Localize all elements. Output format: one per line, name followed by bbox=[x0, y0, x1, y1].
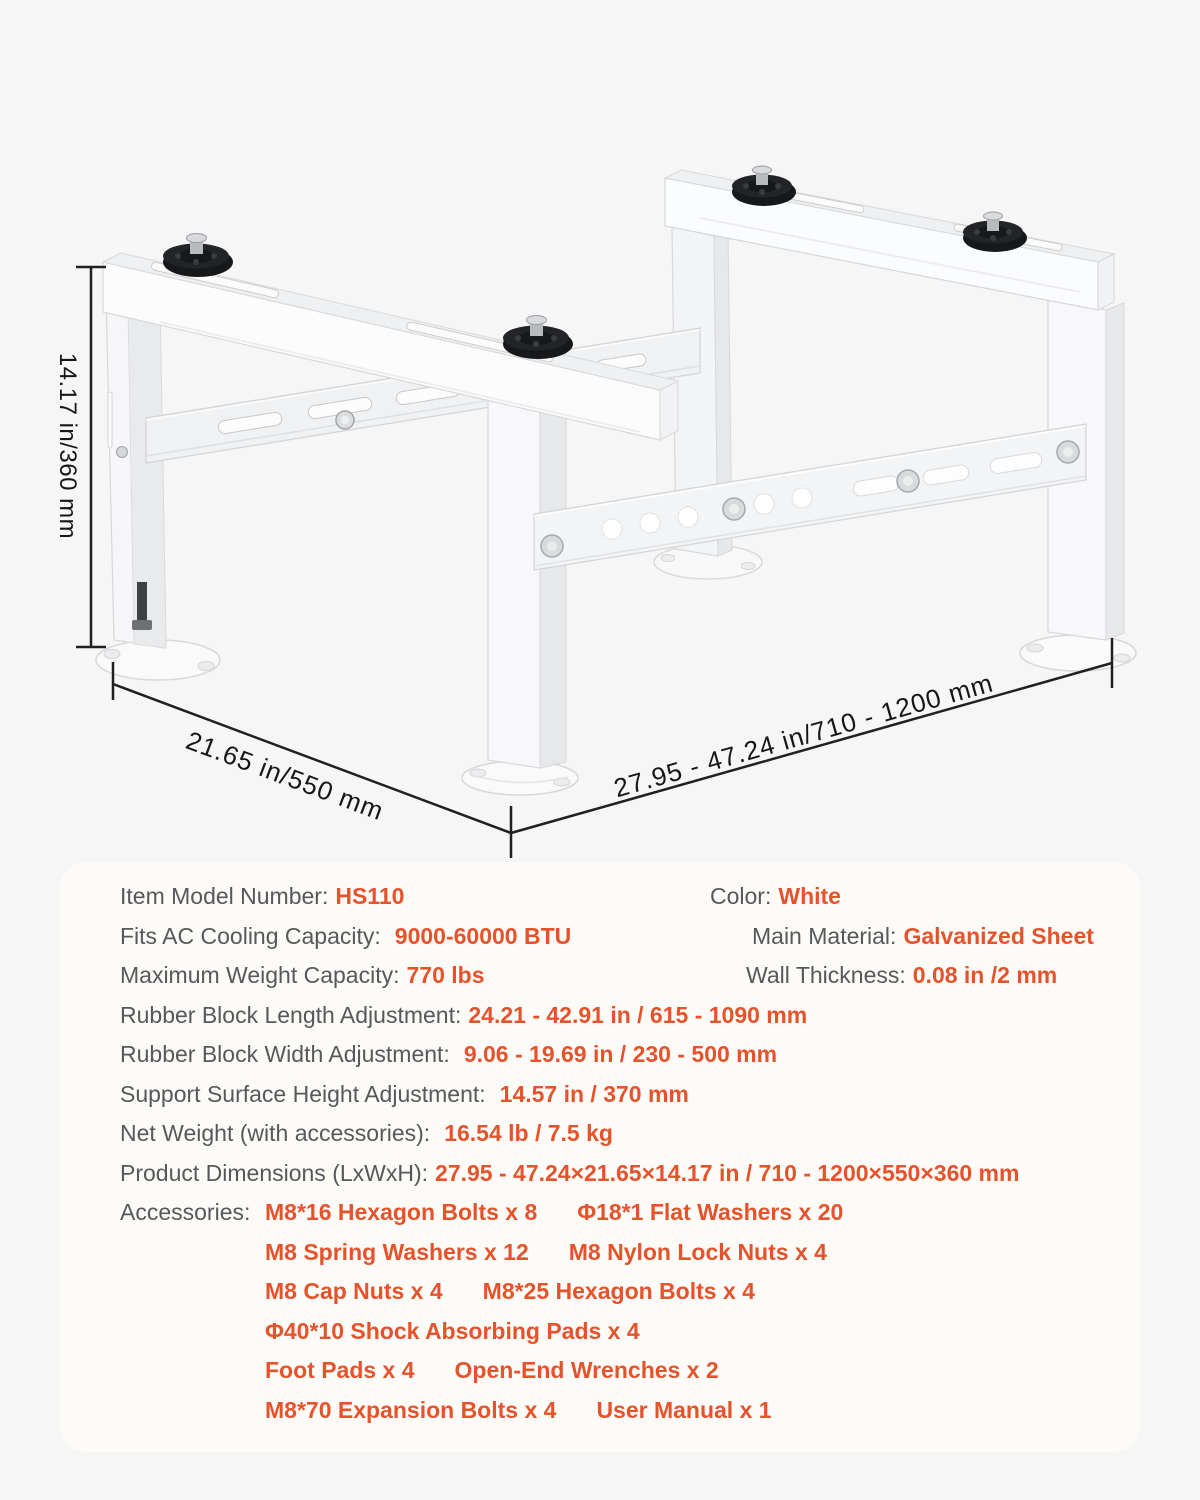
accessory-item: Foot Pads x 4 bbox=[265, 1357, 415, 1383]
spec-label: Item Model Number: bbox=[120, 883, 329, 909]
accessories-line bbox=[265, 1272, 843, 1312]
spec-label: Main Material: bbox=[752, 922, 897, 949]
spec-value: 770 lbs bbox=[406, 962, 485, 988]
hole bbox=[792, 488, 812, 508]
spec-label: Net Weight (with accessories): bbox=[120, 1120, 431, 1146]
hole bbox=[678, 507, 698, 527]
spec-row-weight-thickness bbox=[120, 956, 1120, 996]
spec-pair-right bbox=[752, 917, 1094, 957]
spec-row-height-adjustment bbox=[120, 1075, 1120, 1115]
rubber-pad bbox=[503, 316, 573, 360]
spec-label: Accessories: bbox=[120, 1199, 251, 1225]
spec-row-width-adjustment bbox=[120, 1035, 1120, 1075]
spec-value: Galvanized Sheet bbox=[903, 922, 1094, 949]
spec-row-capacity-material bbox=[120, 917, 1120, 957]
depth-dimension bbox=[113, 662, 511, 858]
hole bbox=[602, 519, 622, 539]
accessory-item: M8 Cap Nuts x 4 bbox=[265, 1278, 443, 1304]
spec-label: Fits AC Cooling Capacity: bbox=[120, 922, 381, 949]
right-top-rail bbox=[665, 166, 1114, 310]
accessory-item: Φ18*1 Flat Washers x 20 bbox=[577, 1199, 844, 1225]
spec-value: 27.95 - 47.24×21.65×14.17 in / 710 - 1200×550×360 mm bbox=[435, 1159, 1020, 1186]
bolt-icon bbox=[541, 535, 563, 557]
accessories-line bbox=[265, 1351, 843, 1391]
spec-row-model-color bbox=[120, 877, 1120, 917]
accessory-item: M8*70 Expansion Bolts x 4 bbox=[265, 1396, 557, 1423]
front-crossbar bbox=[534, 424, 1086, 570]
spec-label: Rubber Block Width Adjustment: bbox=[120, 1041, 450, 1067]
spec-value: 9000-60000 BTU bbox=[394, 922, 572, 949]
spec-label: Rubber Block Length Adjustment: bbox=[120, 1001, 462, 1028]
spec-value: 24.21 - 42.91 in / 615 - 1090 mm bbox=[468, 1001, 808, 1028]
front-left-leg bbox=[462, 398, 578, 795]
spec-panel bbox=[60, 862, 1140, 1452]
spec-pair-right bbox=[710, 877, 841, 917]
spec-label: Maximum Weight Capacity: bbox=[120, 962, 400, 988]
bolt-icon bbox=[1057, 441, 1079, 463]
accessory-item: M8*25 Hexagon Bolts x 4 bbox=[482, 1278, 755, 1304]
accessory-item: User Manual x 1 bbox=[596, 1396, 772, 1423]
accessories-list bbox=[265, 1193, 843, 1430]
spec-value: White bbox=[778, 883, 841, 909]
spec-value: 0.08 in /2 mm bbox=[912, 962, 1058, 988]
spec-label: Product Dimensions (LxWxH): bbox=[120, 1159, 429, 1186]
accessories-line bbox=[265, 1233, 843, 1273]
height-dimension-label: 14.17 in/360 mm bbox=[54, 352, 81, 540]
spec-row-net-weight bbox=[120, 1114, 1120, 1154]
spec-row-product-dimensions bbox=[120, 1154, 1120, 1194]
width-dimension-label: 27.95 - 47.24 in/710 - 1200 mm bbox=[610, 667, 997, 804]
accessory-item: M8 Nylon Lock Nuts x 4 bbox=[568, 1238, 827, 1265]
spec-row-accessories bbox=[120, 1193, 1120, 1430]
rubber-pad bbox=[163, 234, 233, 278]
bolt-icon bbox=[117, 447, 128, 458]
bolt-icon bbox=[723, 498, 745, 520]
spec-value: 14.57 in / 370 mm bbox=[499, 1080, 689, 1107]
spec-value: 9.06 - 19.69 in / 230 - 500 mm bbox=[463, 1041, 778, 1067]
accessory-item: Open-End Wrenches x 2 bbox=[454, 1357, 719, 1383]
spec-value: 16.54 lb / 7.5 kg bbox=[444, 1120, 613, 1146]
spec-label: Color: bbox=[710, 883, 772, 909]
hole bbox=[754, 494, 774, 514]
spec-pair-right bbox=[746, 956, 1057, 996]
rubber-pad bbox=[963, 212, 1027, 252]
accessories-line bbox=[265, 1193, 843, 1233]
spec-label: Support Surface Height Adjustment: bbox=[120, 1080, 486, 1107]
bolt-icon bbox=[897, 470, 919, 492]
accessory-item: M8*16 Hexagon Bolts x 8 bbox=[265, 1199, 538, 1225]
rubber-pad bbox=[732, 166, 796, 206]
accessory-item: M8 Spring Washers x 12 bbox=[265, 1238, 529, 1265]
spec-label: Wall Thickness: bbox=[746, 962, 906, 988]
spec-row-length-adjustment bbox=[120, 996, 1120, 1036]
accessories-line bbox=[265, 1312, 843, 1352]
back-left-leg bbox=[96, 296, 220, 680]
accessories-line bbox=[265, 1391, 843, 1431]
leg-adjust-slot bbox=[108, 392, 112, 448]
depth-dimension-label: 21.65 in/550 mm bbox=[182, 724, 389, 827]
spec-value: HS110 bbox=[335, 883, 405, 909]
hole bbox=[640, 513, 660, 533]
accessory-item: Φ40*10 Shock Absorbing Pads x 4 bbox=[265, 1317, 640, 1344]
